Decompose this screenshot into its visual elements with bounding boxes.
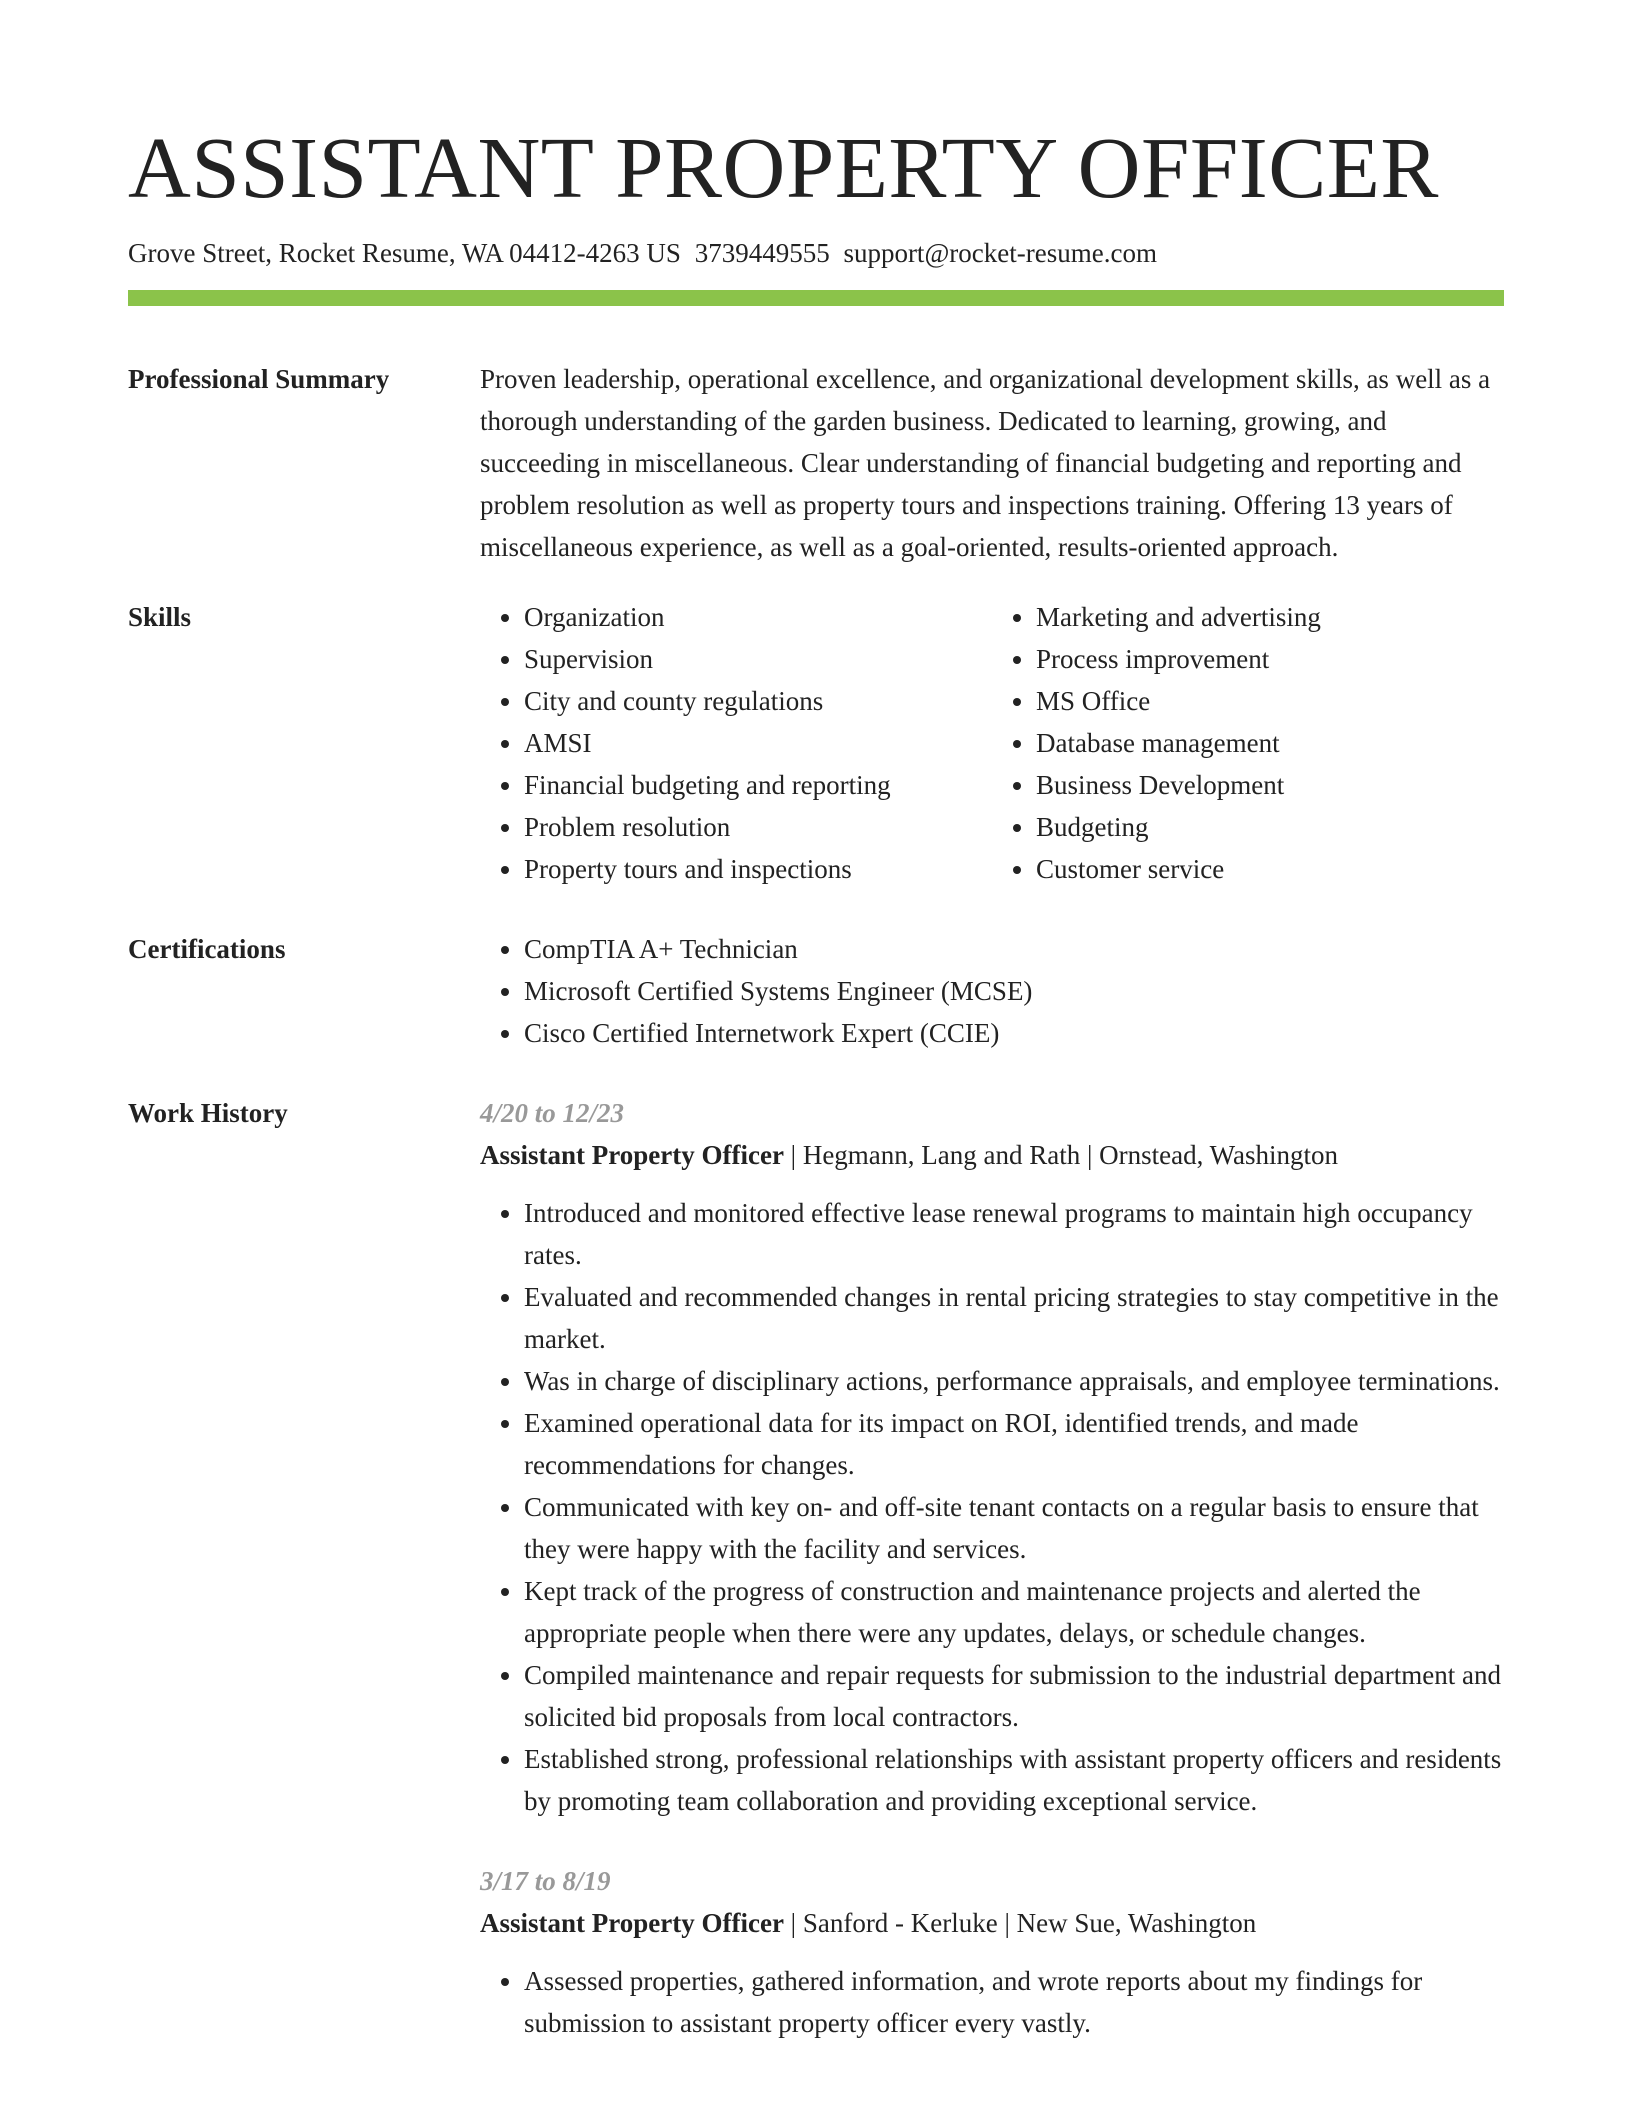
section-summary [128,358,1504,568]
job-bullet: • Established strong, professional relationships with assistant property officers and residents by promoting team collaboration and providing exceptional service. [524,1738,1504,1822]
skill-item: • Organization [524,596,992,638]
skill-item: • Financial budgeting and reporting [524,764,992,806]
skill-item: • MS Office [1036,680,1504,722]
skill-item: • Business Development [1036,764,1504,806]
contact-email: support@rocket-resume.com [843,238,1157,268]
job-heading [480,1902,1504,1944]
job-details: | Sanford - Kerluke | New Sue, Washington [783,1908,1257,1938]
skills-list-right [992,596,1504,890]
job-bullet: • Compiled maintenance and repair requests for submission to the industrial department and solicited bid proposals from local contractors. [524,1654,1504,1738]
job-title: Assistant Property Officer [480,1140,784,1170]
job-bullet: • Introduced and monitored effective lease renewal programs to maintain high occupancy rates. [524,1192,1504,1276]
job-entry [480,1860,1504,2044]
job-dates: 4/20 to 12/23 [480,1098,625,1128]
job-bullet: • Kept track of the progress of construction and maintenance projects and alerted the appropriate people when there were any updates, delays, or schedule changes. [524,1570,1504,1654]
certification-item: • Microsoft Certified Systems Engineer (MCSE) [524,970,1504,1012]
section-title-work-history: Work History [128,1098,288,1128]
job-details: | Hegmann, Lang and Rath | Ornstead, Washington [783,1140,1338,1170]
skill-item: • Process improvement [1036,638,1504,680]
job-bullets [480,1192,1504,1822]
job-bullets [480,1960,1504,2044]
job-bullet: • Communicated with key on- and off-site tenant contacts on a regular basis to ensure that they were happy with the facility and services. [524,1486,1504,1570]
certifications-list [480,928,1504,1054]
skill-item: • Supervision [524,638,992,680]
skill-item: • Customer service [1036,848,1504,890]
certification-item: • Cisco Certified Internetwork Expert (CCIE) [524,1012,1504,1054]
job-entry [480,1092,1504,1822]
job-bullet: • Was in charge of disciplinary actions, performance appraisals, and employee terminations. [524,1360,1504,1402]
job-dates: 3/17 to 8/19 [480,1866,611,1896]
resume-content [128,358,1504,2044]
skill-item: • Property tours and inspections [524,848,992,890]
job-bullet: • Evaluated and recommended changes in rental pricing strategies to stay competitive in the market. [524,1276,1504,1360]
resume-name: ASSISTANT PROPERTY OFFICER [128,119,1439,216]
section-work-history [128,1092,1504,2044]
job-title: Assistant Property Officer [480,1908,784,1938]
header-divider [128,290,1504,306]
certification-item: • CompTIA A+ Technician [524,928,1504,970]
contact-line [128,236,1504,270]
skill-item: • City and county regulations [524,680,992,722]
job-bullet: • Assessed properties, gathered information, and wrote reports about my findings for submission to assistant property officer every vastly. [524,1960,1504,2044]
skills-list-left [480,596,992,890]
skill-item: • AMSI [524,722,992,764]
section-title-summary: Professional Summary [128,364,390,394]
skill-item: • Marketing and advertising [1036,596,1504,638]
summary-text: Proven leadership, operational excellence, and organizational development skills, as well as a thorough understanding of the garden business. Dedicated to learning, growing, and succeeding in miscellaneous. Clear understanding of financial budgeting and reporting and problem resolution as well as property tours and inspections training. Offering 13 years of miscellaneous experience, as well as a goal-oriented, results-oriented approach. [480,364,1491,562]
skill-item: • Budgeting [1036,806,1504,848]
skill-item: • Problem resolution [524,806,992,848]
job-heading [480,1134,1504,1176]
section-title-skills: Skills [128,602,192,632]
contact-phone: 3739449555 [694,238,830,268]
contact-address: Grove Street, Rocket Resume, WA 04412-4263 US [128,238,681,268]
section-skills [128,596,1504,890]
skill-item: • Database management [1036,722,1504,764]
job-bullet: • Examined operational data for its impact on ROI, identified trends, and made recommendations for changes. [524,1402,1504,1486]
section-certifications [128,928,1504,1054]
section-title-certifications: Certifications [128,934,286,964]
